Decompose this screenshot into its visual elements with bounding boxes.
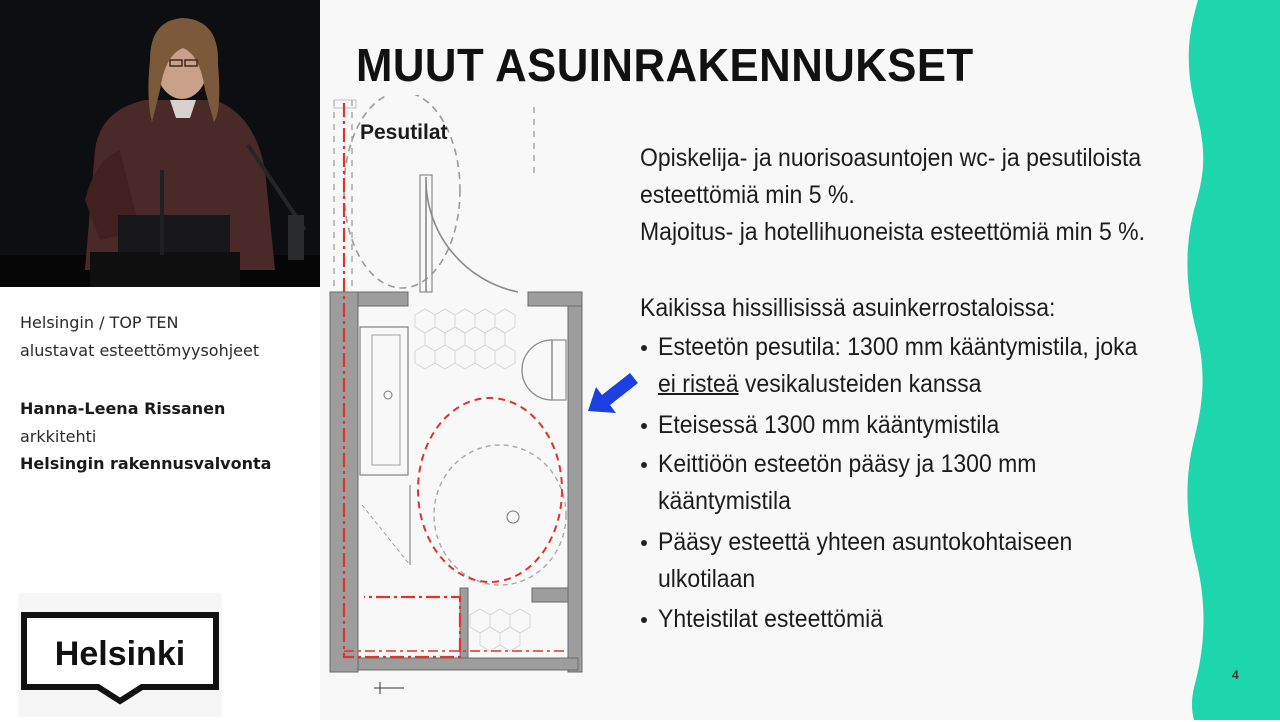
arrow-pointer-icon [584, 367, 640, 415]
bullet-3-line-2: kääntymistila [658, 487, 791, 515]
list-heading: Kaikissa hissillisissä asuinkerrostaloissa: [640, 294, 1056, 322]
intro-line-1: Opiskelija- ja nuorisoasuntojen wc- ja pesutiloista [640, 144, 1142, 172]
presentation-slide [320, 0, 1280, 720]
bullet-5: Yhteistilat esteettömiä [658, 605, 884, 633]
bullet-2: Eteisessä 1300 mm kääntymistila [658, 411, 1000, 439]
bullet-marker [641, 345, 647, 351]
bullet-1-underlined: ei risteä [658, 370, 739, 398]
teal-accent-band [1184, 0, 1280, 720]
slide-title: MUUT ASUINRAKENNUKSET [356, 39, 974, 91]
intro-line-2: esteettömiä min 5 %. [640, 181, 855, 209]
bullet-1-line-1: Esteetön pesutila: 1300 mm kääntymistila, joka [658, 333, 1138, 361]
bullet-3-line-1: Keittiöön esteetön pääsy ja 1300 mm [658, 450, 1037, 478]
presentation-title-line2: alustavat esteettömyysohjeet [20, 341, 260, 360]
organization-name: Helsingin rakennusvalvonta [20, 454, 272, 473]
speaker-role: arkkitehti [20, 427, 97, 446]
speaker-video [0, 0, 320, 287]
logo-text: Helsinki [54, 635, 186, 673]
bullet-marker [641, 617, 647, 623]
presentation-title-line1: Helsingin / TOP TEN [20, 313, 179, 332]
speaker-video-frame [0, 0, 320, 287]
bullet-1-line-2 [658, 370, 981, 399]
bullet-marker [641, 540, 647, 546]
bullet-1-rest: vesikalusteiden kanssa [738, 370, 982, 398]
helsinki-logo [18, 593, 222, 717]
speaker-name: Hanna-Leena Rissanen [20, 399, 226, 418]
bullet-marker [641, 423, 647, 429]
intro-line-3: Majoitus- ja hotellihuoneista esteettömiä min 5 %. [640, 218, 1145, 246]
bullet-marker [641, 462, 647, 468]
bullet-4-line-2: ulkotilaan [658, 565, 756, 593]
bullet-4-line-1: Pääsy esteettä yhteen asuntokohtaiseen [658, 528, 1073, 556]
slide-page-number: 4 [1232, 668, 1239, 682]
helsinki-logo-icon [18, 593, 222, 717]
plan-label: Pesutilat [360, 121, 448, 144]
bathroom-floor-plan [320, 95, 610, 705]
